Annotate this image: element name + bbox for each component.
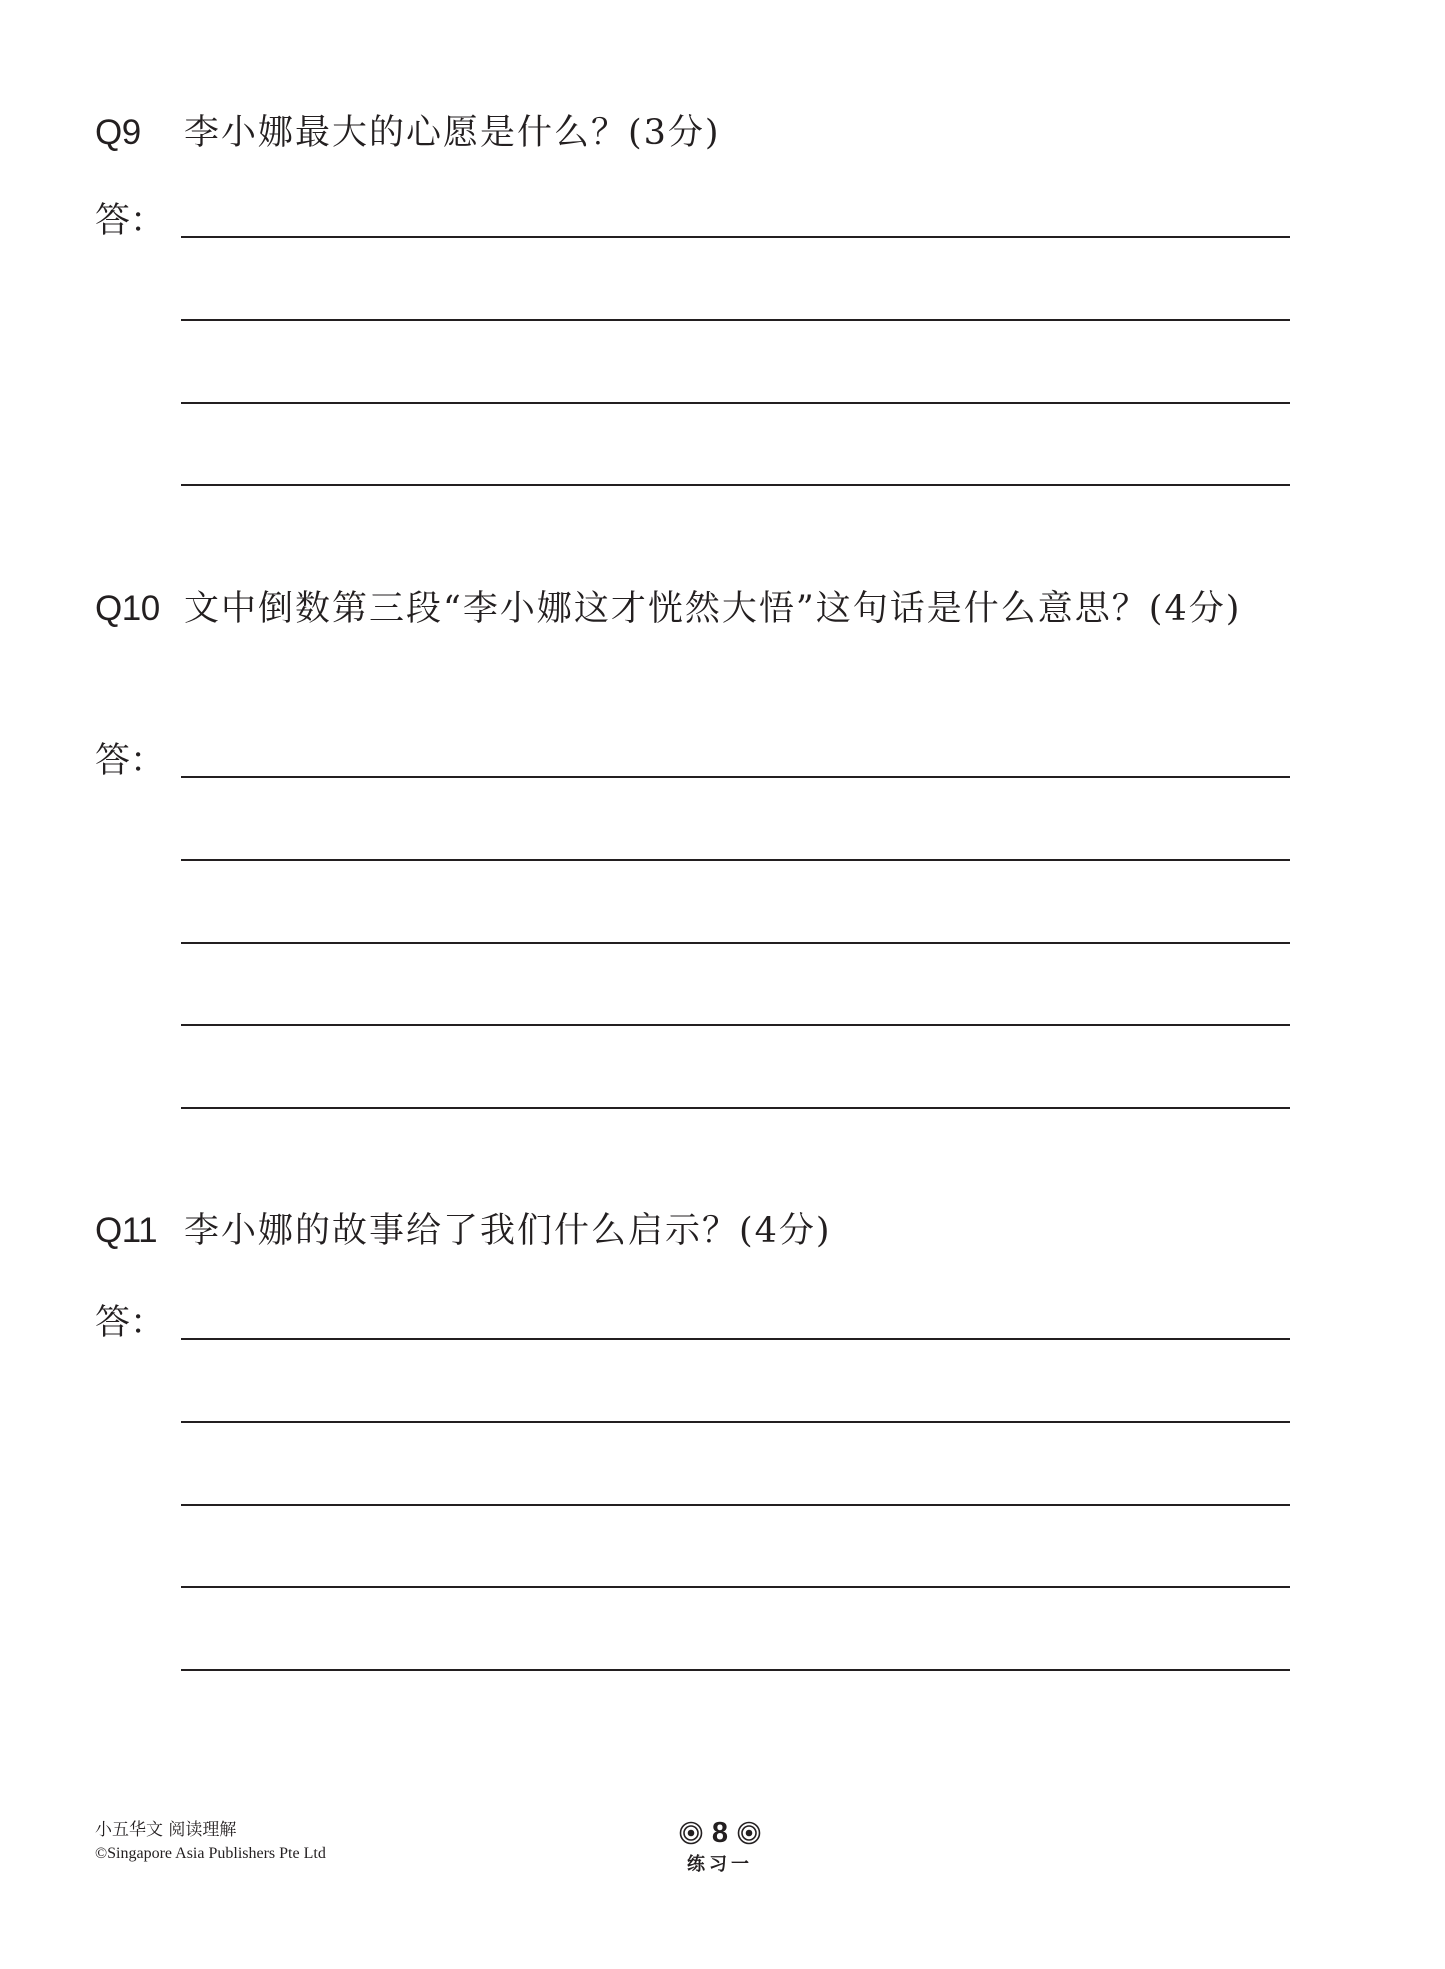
answer-line[interactable] <box>181 1421 1290 1423</box>
answer-line[interactable] <box>181 319 1290 321</box>
question-10 <box>95 578 1295 640</box>
answer-line[interactable] <box>181 1024 1290 1026</box>
answer-line[interactable] <box>181 484 1290 486</box>
target-icon <box>679 1821 703 1845</box>
answer-label: 答： <box>95 741 166 781</box>
question-text: 李小娜最大的心愿是什么？(3分) <box>184 113 721 153</box>
answer-line[interactable] <box>181 859 1290 861</box>
question-11 <box>95 1200 1295 1262</box>
answer-line[interactable] <box>181 1107 1290 1109</box>
exercise-label: 练习一 <box>687 1854 753 1875</box>
book-title: 小五华文 阅读理解 <box>95 1820 237 1840</box>
answer-label: 答： <box>95 201 166 241</box>
page-number: 8 <box>711 1817 729 1849</box>
answer-label: 答： <box>95 1303 166 1343</box>
question-number: Q11 <box>95 1211 158 1250</box>
answer-line[interactable] <box>181 402 1290 404</box>
footer-page-info <box>620 1816 820 1878</box>
answer-line[interactable] <box>181 942 1290 944</box>
answer-line[interactable] <box>181 1504 1290 1506</box>
target-icon <box>737 1821 761 1845</box>
footer-book-info <box>95 1818 326 1866</box>
question-9 <box>95 102 1295 164</box>
question-text: 李小娜的故事给了我们什么启示？(4分) <box>184 1211 832 1251</box>
answer-line[interactable] <box>181 236 1290 238</box>
question-number: Q10 <box>95 589 160 628</box>
answer-line[interactable] <box>181 1669 1290 1671</box>
copyright-text: ©Singapore Asia Publishers Pte Ltd <box>95 1845 326 1862</box>
question-number: Q9 <box>95 113 141 152</box>
question-text: 文中倒数第三段“李小娜这才恍然大悟”这句话是什么意思？(4分) <box>184 589 1242 629</box>
answer-line[interactable] <box>181 1586 1290 1588</box>
answer-line[interactable] <box>181 776 1290 778</box>
answer-line[interactable] <box>181 1338 1290 1340</box>
